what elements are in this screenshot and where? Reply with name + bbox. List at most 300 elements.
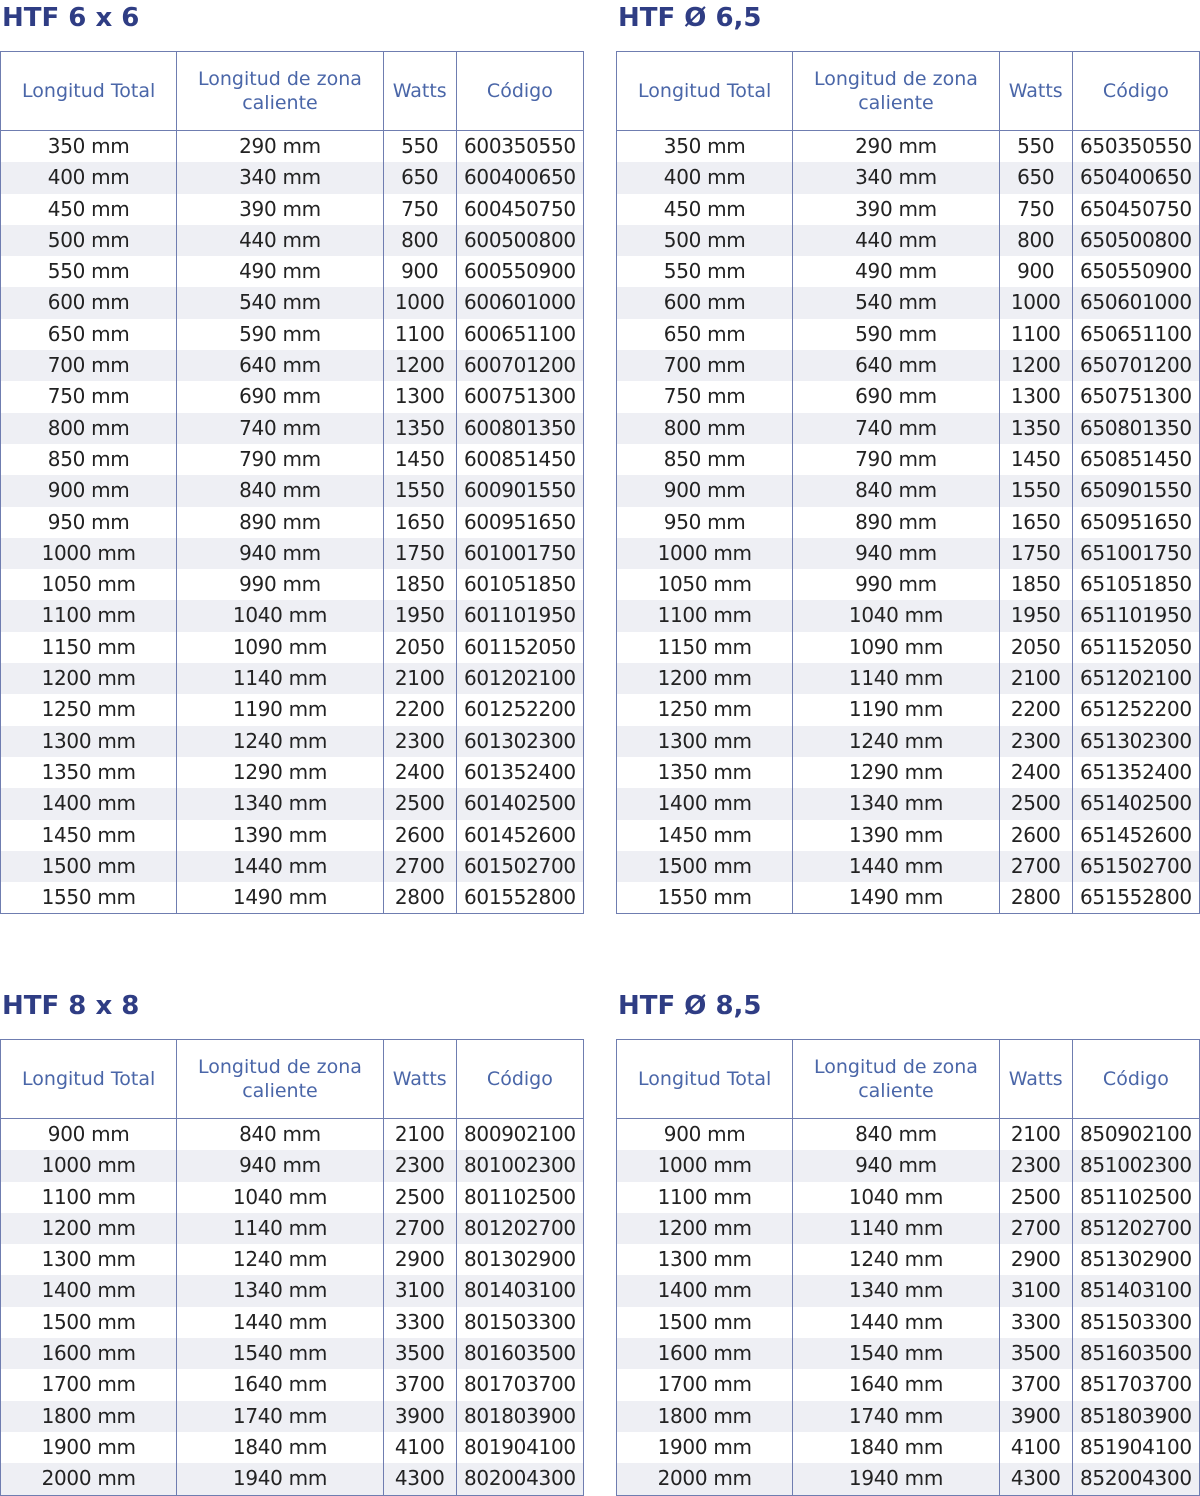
cell-watts: 650 — [999, 162, 1072, 193]
cell-total-length: 500 mm — [617, 225, 793, 256]
cell-watts: 1100 — [383, 319, 456, 350]
cell-total-length: 1000 mm — [1, 538, 177, 569]
table-row — [1, 1119, 584, 1151]
cell-total-length: 550 mm — [1, 256, 177, 287]
table-row — [617, 1275, 1200, 1306]
table-header-row — [617, 52, 1200, 131]
cell-total-length: 1450 mm — [617, 820, 793, 851]
cell-hot-zone-length: 1940 mm — [177, 1463, 383, 1495]
cell-watts: 2500 — [383, 788, 456, 819]
cell-watts: 650 — [383, 162, 456, 193]
cell-code: 851703700 — [1072, 1369, 1199, 1400]
table-row — [617, 1463, 1200, 1495]
cell-watts: 2700 — [383, 1213, 456, 1244]
header-total-length: Longitud Total — [617, 1040, 793, 1119]
cell-total-length: 1050 mm — [1, 569, 177, 600]
cell-hot-zone-length: 490 mm — [793, 256, 999, 287]
cell-hot-zone-length: 840 mm — [793, 1119, 999, 1151]
table-row — [617, 1119, 1200, 1151]
cell-code: 650500800 — [1072, 225, 1199, 256]
cell-watts: 2400 — [999, 757, 1072, 788]
table-row — [1, 287, 584, 318]
cell-watts: 2100 — [383, 1119, 456, 1151]
cell-watts: 1300 — [383, 381, 456, 412]
cell-hot-zone-length: 390 mm — [793, 194, 999, 225]
cell-hot-zone-length: 940 mm — [793, 1150, 999, 1181]
cell-total-length: 750 mm — [617, 381, 793, 412]
header-code: Código — [1072, 1040, 1199, 1119]
cell-hot-zone-length: 990 mm — [793, 569, 999, 600]
cell-watts: 2200 — [383, 694, 456, 725]
cell-hot-zone-length: 1440 mm — [793, 851, 999, 882]
cell-code: 851803900 — [1072, 1401, 1199, 1432]
cell-total-length: 750 mm — [1, 381, 177, 412]
cell-total-length: 1350 mm — [617, 757, 793, 788]
cell-watts: 3500 — [999, 1338, 1072, 1369]
cell-total-length: 500 mm — [1, 225, 177, 256]
cell-hot-zone-length: 1490 mm — [177, 882, 383, 914]
cell-hot-zone-length: 1340 mm — [793, 1275, 999, 1306]
cell-hot-zone-length: 1040 mm — [793, 600, 999, 631]
cell-hot-zone-length: 1840 mm — [793, 1432, 999, 1463]
cell-total-length: 1100 mm — [1, 1182, 177, 1213]
cell-watts: 3100 — [999, 1275, 1072, 1306]
cell-watts: 2300 — [999, 1150, 1072, 1181]
cell-watts: 2600 — [999, 820, 1072, 851]
header-hot-zone-length: Longitud de zona caliente — [793, 1040, 999, 1119]
cell-total-length: 1700 mm — [617, 1369, 793, 1400]
table-row — [617, 632, 1200, 663]
table-row — [617, 820, 1200, 851]
cell-watts: 2050 — [999, 632, 1072, 663]
cell-code: 601552800 — [456, 882, 583, 914]
cell-hot-zone-length: 990 mm — [177, 569, 383, 600]
cell-watts: 1350 — [999, 413, 1072, 444]
cell-code: 601302300 — [456, 726, 583, 757]
cell-watts: 3700 — [383, 1369, 456, 1400]
cell-code: 650901550 — [1072, 475, 1199, 506]
cell-code: 650450750 — [1072, 194, 1199, 225]
cell-code: 651101950 — [1072, 600, 1199, 631]
cell-watts: 1650 — [999, 507, 1072, 538]
cell-total-length: 800 mm — [1, 413, 177, 444]
header-watts: Watts — [999, 52, 1072, 131]
cell-total-length: 1800 mm — [1, 1401, 177, 1432]
cell-hot-zone-length: 1640 mm — [793, 1369, 999, 1400]
cell-total-length: 1100 mm — [1, 600, 177, 631]
table-title: HTF 8 x 8 — [2, 991, 140, 1021]
cell-code: 601352400 — [456, 757, 583, 788]
cell-watts: 1200 — [383, 350, 456, 381]
header-hot-zone-length: Longitud de zona caliente — [177, 1040, 383, 1119]
cell-total-length: 350 mm — [1, 131, 177, 163]
table-row — [617, 694, 1200, 725]
cell-hot-zone-length: 1440 mm — [177, 1307, 383, 1338]
cell-code: 600450750 — [456, 194, 583, 225]
cell-watts: 3700 — [999, 1369, 1072, 1400]
cell-watts: 3500 — [383, 1338, 456, 1369]
cell-hot-zone-length: 1240 mm — [793, 726, 999, 757]
cell-hot-zone-length: 1840 mm — [177, 1432, 383, 1463]
table-header-row — [617, 1040, 1200, 1119]
table-row — [1, 663, 584, 694]
cell-total-length: 600 mm — [1, 287, 177, 318]
cell-hot-zone-length: 290 mm — [177, 131, 383, 163]
cell-code: 600851450 — [456, 444, 583, 475]
cell-total-length: 1450 mm — [1, 820, 177, 851]
cell-total-length: 1200 mm — [617, 1213, 793, 1244]
cell-hot-zone-length: 740 mm — [793, 413, 999, 444]
table-body — [617, 1119, 1200, 1496]
cell-code: 851904100 — [1072, 1432, 1199, 1463]
cell-hot-zone-length: 340 mm — [793, 162, 999, 193]
header-code: Código — [456, 52, 583, 131]
cell-watts: 2800 — [999, 882, 1072, 914]
table-body — [1, 131, 584, 914]
table-row — [1, 851, 584, 882]
table-row — [617, 319, 1200, 350]
table-row — [617, 1150, 1200, 1181]
cell-watts: 3300 — [383, 1307, 456, 1338]
cell-hot-zone-length: 1240 mm — [793, 1244, 999, 1275]
cell-code: 650751300 — [1072, 381, 1199, 412]
cell-watts: 4100 — [999, 1432, 1072, 1463]
cell-watts: 1850 — [999, 569, 1072, 600]
cell-total-length: 1000 mm — [1, 1150, 177, 1181]
table-row — [617, 1432, 1200, 1463]
cell-code: 801302900 — [456, 1244, 583, 1275]
spec-table — [0, 1039, 584, 1496]
cell-code: 851102500 — [1072, 1182, 1199, 1213]
table-row — [1, 1307, 584, 1338]
cell-total-length: 950 mm — [1, 507, 177, 538]
cell-hot-zone-length: 390 mm — [177, 194, 383, 225]
cell-code: 651302300 — [1072, 726, 1199, 757]
cell-watts: 3300 — [999, 1307, 1072, 1338]
cell-total-length: 1300 mm — [1, 726, 177, 757]
cell-watts: 2800 — [383, 882, 456, 914]
cell-code: 801603500 — [456, 1338, 583, 1369]
cell-hot-zone-length: 640 mm — [177, 350, 383, 381]
cell-total-length: 700 mm — [1, 350, 177, 381]
cell-total-length: 1550 mm — [617, 882, 793, 914]
table-row — [1, 882, 584, 914]
spec-table — [616, 1039, 1200, 1496]
header-code: Código — [456, 1040, 583, 1119]
cell-total-length: 1500 mm — [617, 1307, 793, 1338]
cell-watts: 1350 — [383, 413, 456, 444]
table-row — [1, 1275, 584, 1306]
table-row — [1, 1432, 584, 1463]
cell-watts: 2100 — [383, 663, 456, 694]
header-watts: Watts — [999, 1040, 1072, 1119]
cell-watts: 550 — [999, 131, 1072, 163]
table-row — [1, 350, 584, 381]
cell-watts: 4300 — [999, 1463, 1072, 1495]
cell-hot-zone-length: 690 mm — [177, 381, 383, 412]
cell-total-length: 1400 mm — [617, 788, 793, 819]
table-row — [1, 1463, 584, 1495]
cell-code: 600901550 — [456, 475, 583, 506]
cell-code: 851202700 — [1072, 1213, 1199, 1244]
cell-watts: 900 — [383, 256, 456, 287]
cell-hot-zone-length: 840 mm — [177, 1119, 383, 1151]
cell-total-length: 1150 mm — [617, 632, 793, 663]
cell-code: 601502700 — [456, 851, 583, 882]
cell-total-length: 850 mm — [617, 444, 793, 475]
cell-hot-zone-length: 1040 mm — [793, 1182, 999, 1213]
cell-watts: 1850 — [383, 569, 456, 600]
table-row — [1, 256, 584, 287]
cell-total-length: 450 mm — [1, 194, 177, 225]
cell-hot-zone-length: 1140 mm — [793, 663, 999, 694]
cell-total-length: 1500 mm — [1, 1307, 177, 1338]
cell-watts: 1000 — [999, 287, 1072, 318]
cell-watts: 2100 — [999, 1119, 1072, 1151]
table-row — [1, 444, 584, 475]
cell-total-length: 2000 mm — [1, 1463, 177, 1495]
cell-total-length: 700 mm — [617, 350, 793, 381]
cell-code: 650951650 — [1072, 507, 1199, 538]
cell-hot-zone-length: 1540 mm — [793, 1338, 999, 1369]
cell-code: 600400650 — [456, 162, 583, 193]
cell-code: 650550900 — [1072, 256, 1199, 287]
cell-watts: 2300 — [383, 726, 456, 757]
cell-hot-zone-length: 790 mm — [177, 444, 383, 475]
cell-hot-zone-length: 1640 mm — [177, 1369, 383, 1400]
cell-code: 651502700 — [1072, 851, 1199, 882]
cell-watts: 800 — [999, 225, 1072, 256]
table-body — [617, 131, 1200, 914]
table-row — [617, 600, 1200, 631]
table-row — [617, 162, 1200, 193]
cell-hot-zone-length: 690 mm — [793, 381, 999, 412]
table-row — [617, 851, 1200, 882]
cell-code: 851503300 — [1072, 1307, 1199, 1338]
cell-total-length: 1150 mm — [1, 632, 177, 663]
header-watts: Watts — [383, 52, 456, 131]
cell-code: 851403100 — [1072, 1275, 1199, 1306]
cell-watts: 2200 — [999, 694, 1072, 725]
cell-code: 651402500 — [1072, 788, 1199, 819]
cell-hot-zone-length: 490 mm — [177, 256, 383, 287]
cell-watts: 2900 — [383, 1244, 456, 1275]
cell-code: 651452600 — [1072, 820, 1199, 851]
cell-code: 851302900 — [1072, 1244, 1199, 1275]
cell-total-length: 1550 mm — [1, 882, 177, 914]
cell-total-length: 1000 mm — [617, 1150, 793, 1181]
cell-total-length: 1500 mm — [1, 851, 177, 882]
cell-total-length: 1100 mm — [617, 600, 793, 631]
cell-hot-zone-length: 1940 mm — [793, 1463, 999, 1495]
table-title: HTF Ø 8,5 — [618, 991, 762, 1021]
cell-code: 600751300 — [456, 381, 583, 412]
table-row — [617, 350, 1200, 381]
cell-watts: 1950 — [383, 600, 456, 631]
cell-hot-zone-length: 1340 mm — [177, 788, 383, 819]
cell-watts: 4300 — [383, 1463, 456, 1495]
table-row — [1, 507, 584, 538]
cell-total-length: 1200 mm — [1, 1213, 177, 1244]
cell-watts: 2700 — [383, 851, 456, 882]
cell-hot-zone-length: 1240 mm — [177, 1244, 383, 1275]
cell-code: 801202700 — [456, 1213, 583, 1244]
cell-watts: 750 — [999, 194, 1072, 225]
cell-total-length: 1300 mm — [617, 726, 793, 757]
spec-table — [616, 51, 1200, 914]
cell-code: 851002300 — [1072, 1150, 1199, 1181]
cell-hot-zone-length: 1390 mm — [177, 820, 383, 851]
cell-code: 600701200 — [456, 350, 583, 381]
cell-code: 802004300 — [456, 1463, 583, 1495]
table-row — [1, 632, 584, 663]
cell-total-length: 1300 mm — [617, 1244, 793, 1275]
cell-code: 600550900 — [456, 256, 583, 287]
cell-hot-zone-length: 1140 mm — [793, 1213, 999, 1244]
cell-code: 600801350 — [456, 413, 583, 444]
table-row — [617, 1369, 1200, 1400]
header-watts: Watts — [383, 1040, 456, 1119]
cell-total-length: 1400 mm — [1, 1275, 177, 1306]
cell-hot-zone-length: 840 mm — [177, 475, 383, 506]
cell-code: 850902100 — [1072, 1119, 1199, 1151]
table-row — [617, 1307, 1200, 1338]
table-row — [617, 444, 1200, 475]
cell-total-length: 1600 mm — [617, 1338, 793, 1369]
cell-hot-zone-length: 1290 mm — [177, 757, 383, 788]
cell-code: 600601000 — [456, 287, 583, 318]
cell-code: 651552800 — [1072, 882, 1199, 914]
cell-hot-zone-length: 540 mm — [793, 287, 999, 318]
cell-hot-zone-length: 890 mm — [177, 507, 383, 538]
cell-watts: 550 — [383, 131, 456, 163]
cell-total-length: 900 mm — [1, 475, 177, 506]
table-row — [1, 1213, 584, 1244]
cell-code: 650701200 — [1072, 350, 1199, 381]
table-row — [617, 256, 1200, 287]
table-row — [617, 1338, 1200, 1369]
table-row — [617, 413, 1200, 444]
cell-hot-zone-length: 440 mm — [177, 225, 383, 256]
table-row — [617, 538, 1200, 569]
cell-code: 651152050 — [1072, 632, 1199, 663]
cell-code: 651202100 — [1072, 663, 1199, 694]
cell-watts: 2050 — [383, 632, 456, 663]
table-row — [617, 569, 1200, 600]
cell-watts: 2400 — [383, 757, 456, 788]
cell-watts: 2500 — [999, 1182, 1072, 1213]
cell-watts: 2500 — [383, 1182, 456, 1213]
cell-hot-zone-length: 1740 mm — [793, 1401, 999, 1432]
cell-watts: 1650 — [383, 507, 456, 538]
cell-watts: 3900 — [999, 1401, 1072, 1432]
table-row — [1, 538, 584, 569]
cell-code: 651051850 — [1072, 569, 1199, 600]
table-row — [617, 663, 1200, 694]
spec-table — [0, 51, 584, 914]
table-header-row — [1, 1040, 584, 1119]
cell-total-length: 1600 mm — [1, 1338, 177, 1369]
table-title: HTF 6 x 6 — [2, 3, 140, 33]
cell-hot-zone-length: 1340 mm — [793, 788, 999, 819]
cell-code: 801002300 — [456, 1150, 583, 1181]
cell-code: 651352400 — [1072, 757, 1199, 788]
cell-code: 852004300 — [1072, 1463, 1199, 1495]
cell-code: 650651100 — [1072, 319, 1199, 350]
cell-code: 600951650 — [456, 507, 583, 538]
table-header-row — [1, 52, 584, 131]
cell-hot-zone-length: 1190 mm — [793, 694, 999, 725]
table-title: HTF Ø 6,5 — [618, 3, 762, 33]
cell-watts: 900 — [999, 256, 1072, 287]
cell-hot-zone-length: 940 mm — [177, 1150, 383, 1181]
cell-hot-zone-length: 1490 mm — [793, 882, 999, 914]
cell-watts: 1550 — [999, 475, 1072, 506]
cell-watts: 750 — [383, 194, 456, 225]
cell-code: 601101950 — [456, 600, 583, 631]
cell-total-length: 350 mm — [617, 131, 793, 163]
table-row — [1, 194, 584, 225]
cell-total-length: 1350 mm — [1, 757, 177, 788]
cell-watts: 1550 — [383, 475, 456, 506]
cell-code: 601152050 — [456, 632, 583, 663]
cell-hot-zone-length: 1340 mm — [177, 1275, 383, 1306]
cell-code: 600500800 — [456, 225, 583, 256]
cell-hot-zone-length: 840 mm — [793, 475, 999, 506]
cell-total-length: 400 mm — [617, 162, 793, 193]
cell-hot-zone-length: 1090 mm — [793, 632, 999, 663]
cell-hot-zone-length: 440 mm — [793, 225, 999, 256]
cell-total-length: 1900 mm — [617, 1432, 793, 1463]
cell-watts: 2500 — [999, 788, 1072, 819]
table-row — [617, 475, 1200, 506]
cell-code: 601202100 — [456, 663, 583, 694]
cell-hot-zone-length: 540 mm — [177, 287, 383, 318]
table-row — [1, 757, 584, 788]
cell-total-length: 650 mm — [617, 319, 793, 350]
cell-watts: 1450 — [383, 444, 456, 475]
cell-total-length: 950 mm — [617, 507, 793, 538]
cell-watts: 2600 — [383, 820, 456, 851]
cell-hot-zone-length: 1390 mm — [793, 820, 999, 851]
cell-total-length: 450 mm — [617, 194, 793, 225]
table-row — [617, 131, 1200, 163]
table-row — [617, 507, 1200, 538]
cell-hot-zone-length: 790 mm — [793, 444, 999, 475]
table-row — [617, 726, 1200, 757]
table-row — [617, 1182, 1200, 1213]
table-row — [617, 882, 1200, 914]
header-hot-zone-length: Longitud de zona caliente — [793, 52, 999, 131]
cell-code: 600350550 — [456, 131, 583, 163]
cell-code: 801904100 — [456, 1432, 583, 1463]
table-row — [1, 475, 584, 506]
table-row — [1, 788, 584, 819]
cell-watts: 2700 — [999, 851, 1072, 882]
cell-total-length: 1250 mm — [1, 694, 177, 725]
table-row — [1, 1244, 584, 1275]
cell-code: 651001750 — [1072, 538, 1199, 569]
cell-code: 650400650 — [1072, 162, 1199, 193]
cell-watts: 1450 — [999, 444, 1072, 475]
cell-hot-zone-length: 1140 mm — [177, 1213, 383, 1244]
cell-watts: 1950 — [999, 600, 1072, 631]
header-total-length: Longitud Total — [1, 1040, 177, 1119]
cell-total-length: 900 mm — [617, 475, 793, 506]
table-row — [617, 194, 1200, 225]
cell-code: 650350550 — [1072, 131, 1199, 163]
table-row — [1, 820, 584, 851]
